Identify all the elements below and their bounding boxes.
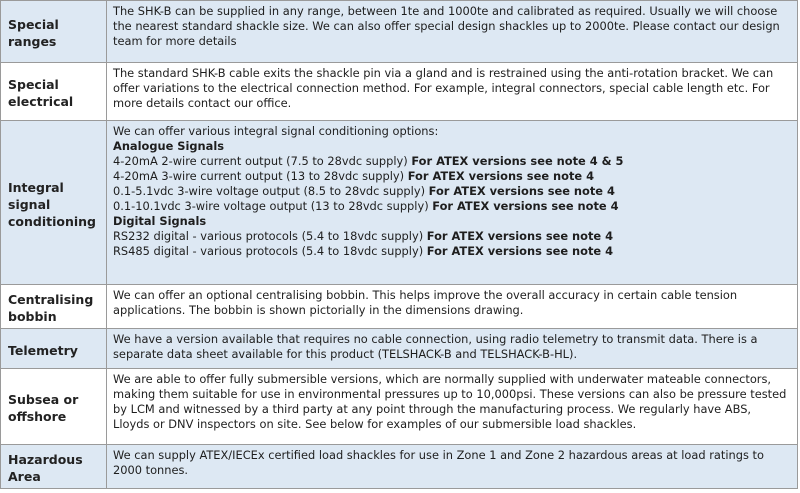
list-item: 4-20mA 2-wire current output (7.5 to 28vdc supply) For ATEX versions see note 4 & 5 <box>113 154 624 168</box>
row-label-special-electrical: Special electrical <box>1 63 107 121</box>
row-label-integral-signal: Integral signal conditioning <box>1 121 107 285</box>
row-label-centralising-bobbin: Centralising bobbin <box>1 285 107 329</box>
table-row <box>1 369 798 445</box>
list-item: 4-20mA 3-wire current output (13 to 28vdc supply) For ATEX versions see note 4 <box>113 169 595 183</box>
row-label-hazardous-area: Hazardous Area <box>1 445 107 489</box>
list-item: 0.1-5.1vdc 3-wire voltage output (8.5 to 28vdc supply) For ATEX versions see note 4 <box>113 184 615 198</box>
row-label-special-ranges: Special ranges <box>1 1 107 63</box>
list-item: RS485 digital - various protocols (5.4 to 18vdc supply) For ATEX versions see note 4 <box>113 244 614 258</box>
analogue-heading: Analogue Signals <box>113 139 225 153</box>
list-item: RS232 digital - various protocols (5.4 to 18vdc supply) For ATEX versions see note 4 <box>113 229 614 243</box>
row-text-special-electrical: The standard SHK-B cable exits the shackle pin via a gland and is restrained using the anti-rotation bracket. We can offer variations to the electrical connection method. For example, integral connectors, special cable length etc. For more details contact our office. <box>107 63 798 121</box>
digital-heading: Digital Signals <box>113 214 207 228</box>
row-text-subsea: We are able to offer fully submersible versions, which are normally supplied with underwater mateable connectors, making them suitable for use in environmental pressures up to 10,000psi. These versions can also be pressure tested by LCM and witnessed by a third party at any point through the manufacturing process. We regularly have ABS, Lloyds or DNV inspectors on site. See below for examples of our submersible load shackles. <box>107 369 798 445</box>
table-row <box>1 445 798 489</box>
table-row <box>1 285 798 329</box>
row-text-telemetry: We have a version available that requires no cable connection, using radio telemetry to transmit data. There is a separate data sheet available for this product (TELSHACK-B and TELSHACK-B-HL). <box>107 329 798 369</box>
signal-intro: We can offer various integral signal conditioning options: <box>113 124 439 138</box>
list-item: 0.1-10.1vdc 3-wire voltage output (13 to 28vdc supply) For ATEX versions see note 4 <box>113 199 619 213</box>
row-label-subsea: Subsea or offshore <box>1 369 107 445</box>
table-row <box>1 121 798 285</box>
table-row <box>1 1 798 63</box>
table-row <box>1 63 798 121</box>
row-text-integral-signal <box>107 121 798 285</box>
row-text-special-ranges: The SHK-B can be supplied in any range, between 1te and 1000te and calibrated as required. Usually we will choose the nearest standard shackle size. We can also offer special design shackles up to 2000te. Please contact our design team for more details <box>107 1 798 63</box>
row-label-telemetry: Telemetry <box>1 329 107 369</box>
table-row <box>1 329 798 369</box>
row-text-hazardous-area: We can supply ATEX/IECEx certified load shackles for use in Zone 1 and Zone 2 hazardous areas at load ratings to 2000 tonnes. <box>107 445 798 489</box>
row-text-centralising-bobbin: We can offer an optional centralising bobbin. This helps improve the overall accuracy in certain cable tension applications. The bobbin is shown pictorially in the dimensions drawing. <box>107 285 798 329</box>
